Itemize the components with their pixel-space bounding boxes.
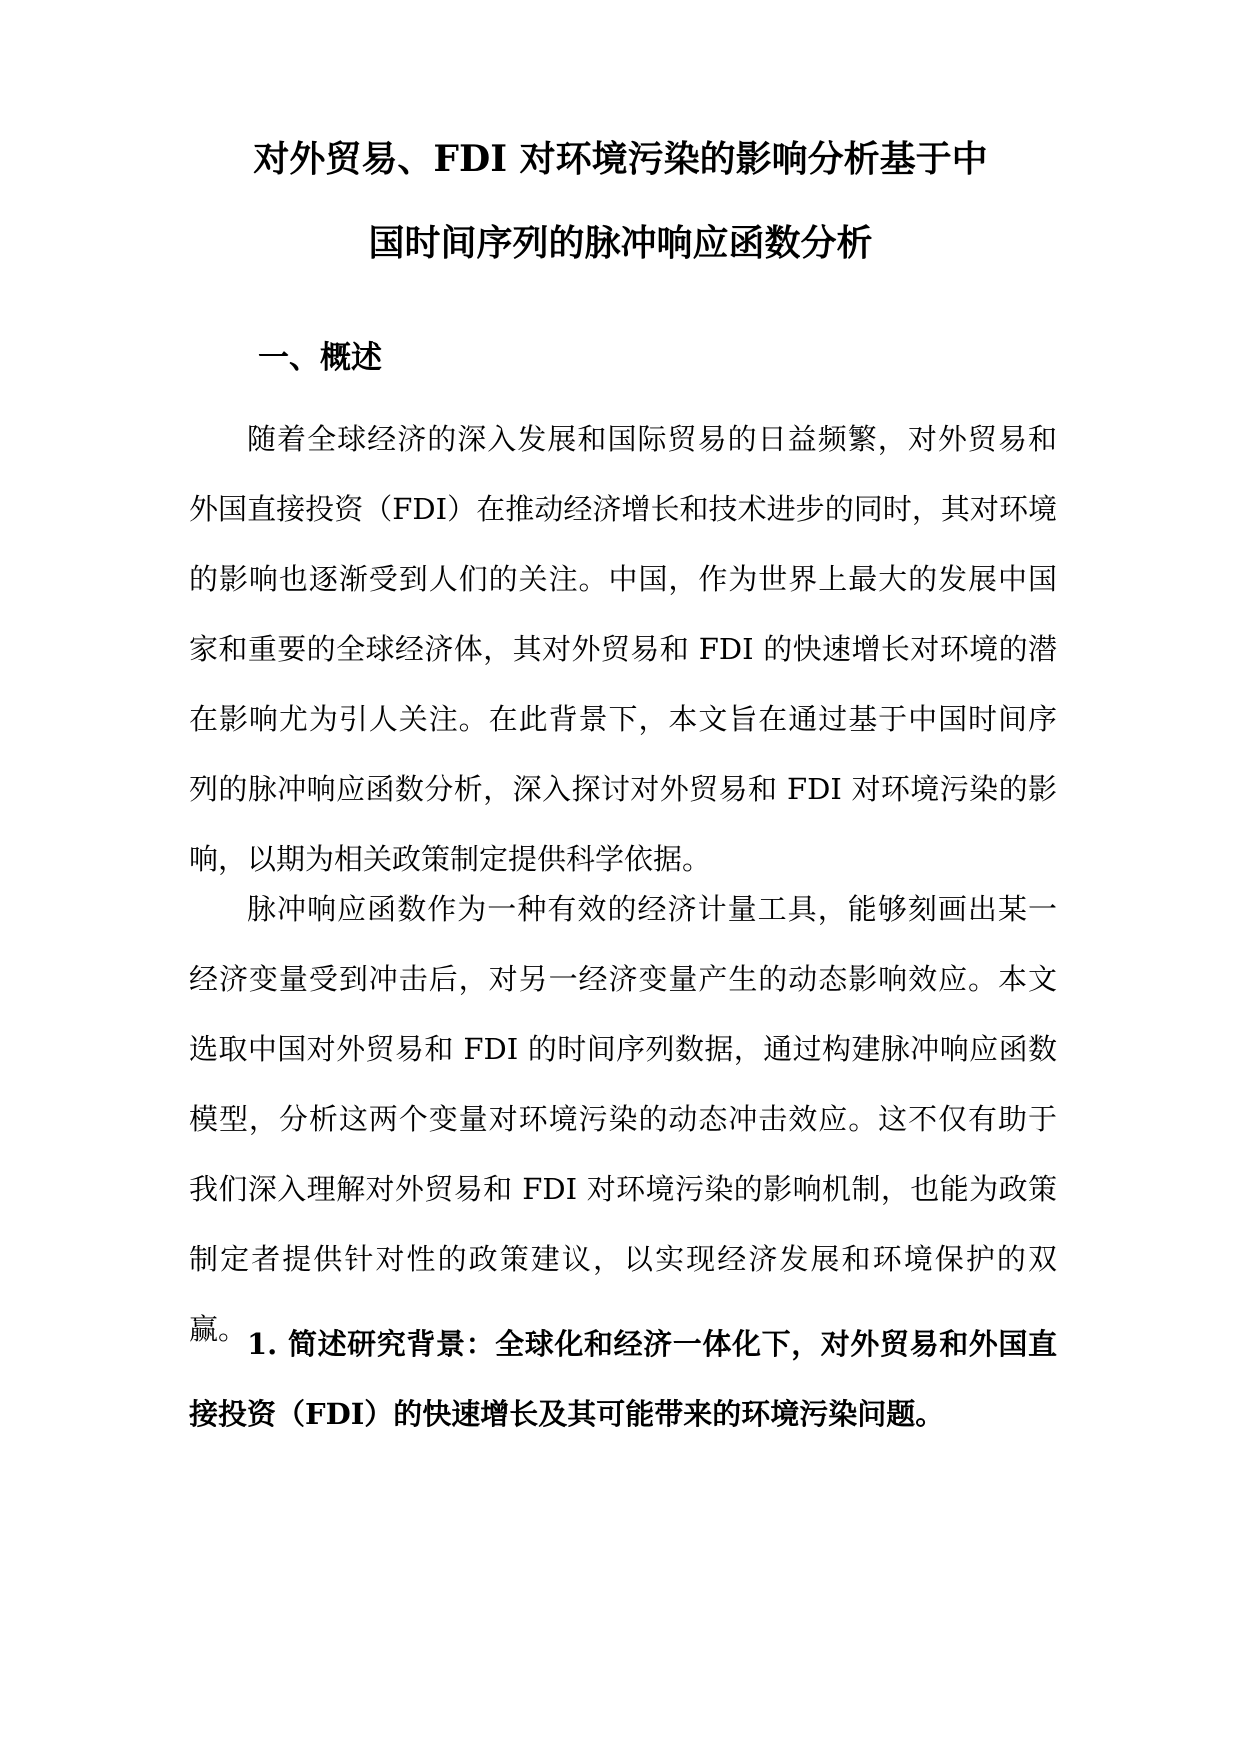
subheading-research-background: 1. 简述研究背景：全球化和经济一体化下，对外贸易和外国直接投资（FDI）的快速增长及其可能带来的环境污染问题。: [189, 1327, 1057, 1431]
paragraph-introduction: 随着全球经济的深入发展和国际贸易的日益频繁，对外贸易和外国直接投资（FDI）在推动经济增长和技术进步的同时，其对环境的影响也逐渐受到人们的关注。中国，作为世界上最大的发展中国家和重要的全球经济体，其对外贸易和 FDI 的快速增长对环境的潜在影响尤为引人关注。在此背景下，本文旨在通过基于中国时间序列的脉冲响应函数分析，深入探讨对外贸易和 FDI 对环境污染的影响，以期为相关政策制定提供科学依据。: [189, 422, 1057, 876]
document-title-line-2: 国时间序列的脉冲响应函数分析: [368, 222, 873, 264]
document-title-line-1: 对外贸易、FDI 对环境污染的影响分析基于中: [253, 138, 988, 180]
paragraph-impulse-response: 脉冲响应函数作为一种有效的经济计量工具，能够刻画出某一经济变量受到冲击后，对另一经济变量产生的动态影响效应。本文选取中国对外贸易和 FDI 的时间序列数据，通过构建脉冲响应函数模型，分析这两个变量对环境污染的动态冲击效应。这不仅有助于我们深入理解对外贸易和 FDI 对环境污染的影响机制，也能为政策制定者提供针对性的政策建议，以实现经济发展和环境保护的双赢。: [189, 892, 1057, 1346]
section-heading-overview: 一、概述: [258, 340, 382, 376]
